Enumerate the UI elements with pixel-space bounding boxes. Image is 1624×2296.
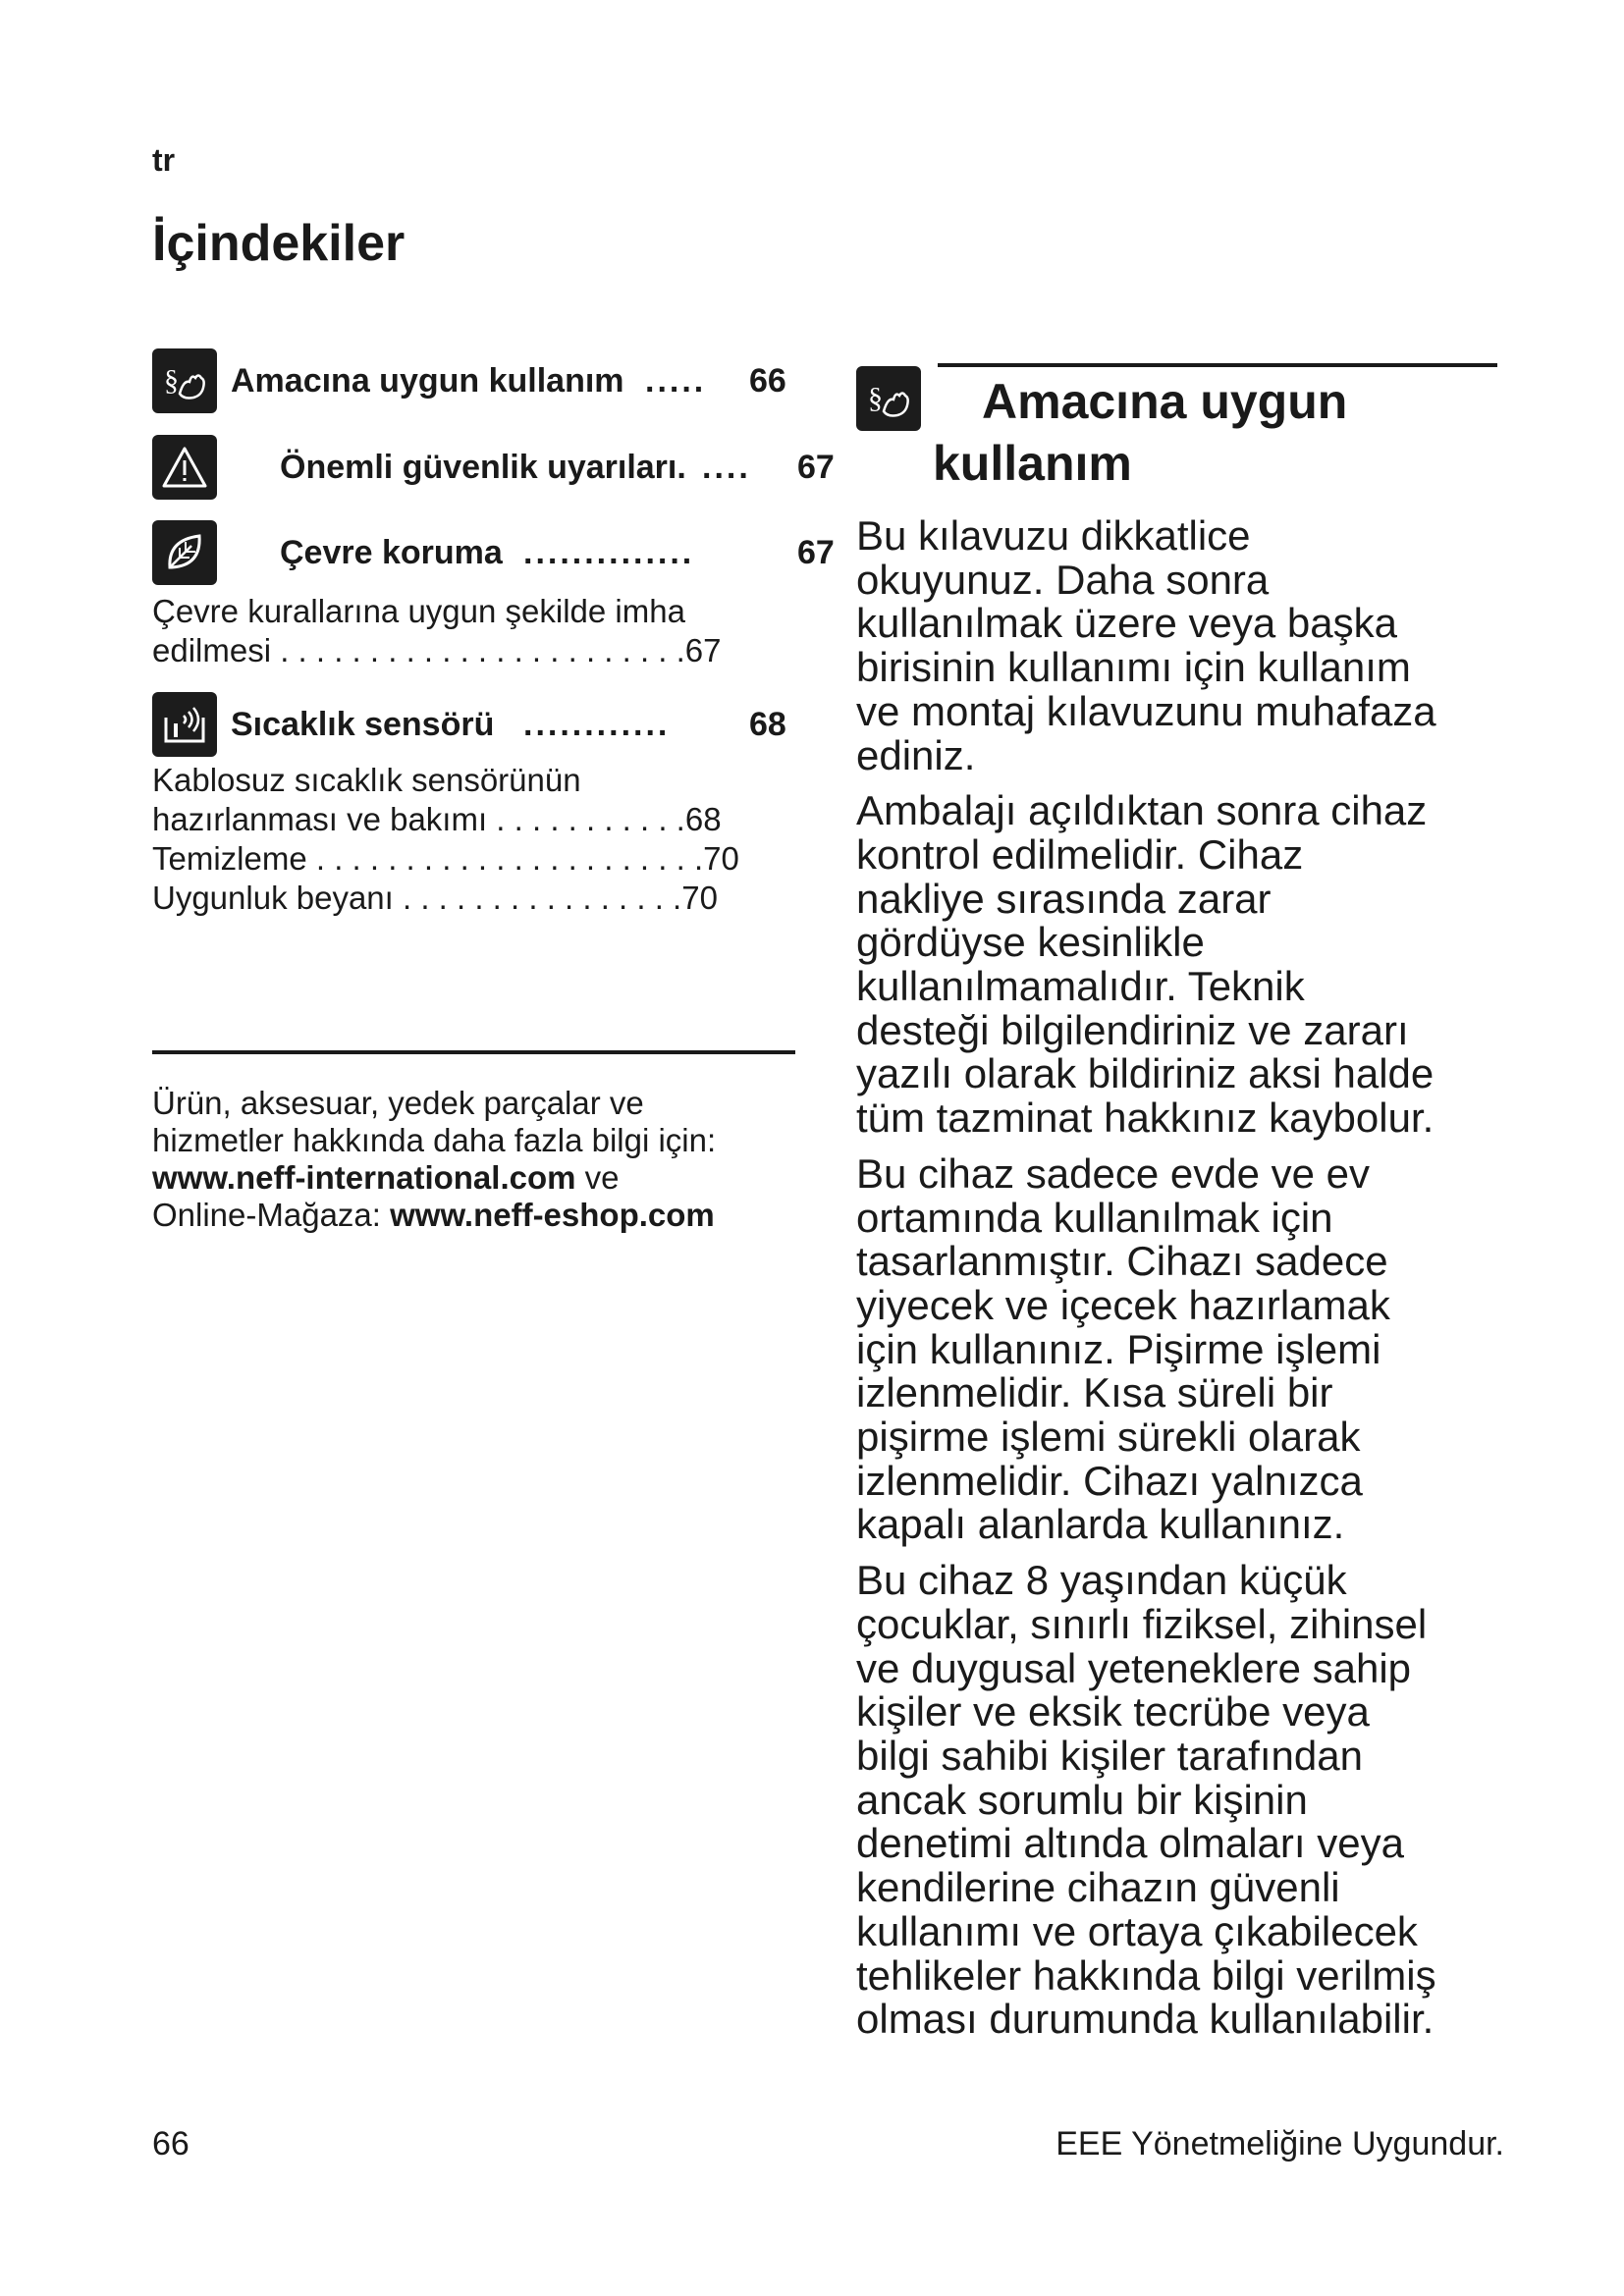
eshop-link[interactable]: www.neff-eshop.com [390, 1197, 715, 1233]
toc-entry-page: 67 [797, 534, 835, 571]
toc-entry-dots: ..... [645, 362, 707, 400]
toc-entry-safety[interactable] [152, 435, 835, 500]
website-link[interactable]: www.neff-international.com [152, 1159, 576, 1196]
toc-entry-dots: ............ [523, 706, 671, 743]
body-paragraph [856, 514, 1504, 777]
body-line: ediniz. [856, 731, 976, 778]
body-line: Bu cihaz sadece evde ve ev [856, 1149, 1370, 1197]
section-body [856, 514, 1504, 2054]
body-line: pişirme işlemi sürekli olarak [856, 1414, 1361, 1461]
toc-subentry[interactable]: Çevre kurallarına uygun şekilde imha [152, 593, 685, 629]
body-line: desteği bilgilendiriniz ve zararı [856, 1006, 1409, 1053]
toc-entry-label: Sıcaklık sensörü [231, 706, 495, 743]
body-paragraph [856, 789, 1504, 1141]
body-line: yazılı olarak bildiriniz aksi halde [856, 1050, 1435, 1097]
temperature-sensor-icon [152, 692, 217, 757]
divider [152, 1050, 795, 1054]
body-line: Bu cihaz 8 yaşından küçük [856, 1557, 1347, 1604]
toc-entry-environment[interactable] [152, 520, 835, 585]
body-line: Bu kılavuzu dikkatlice [856, 512, 1251, 559]
svg-text:§: § [164, 364, 179, 397]
toc-entry-label: Amacına uygun kullanım [231, 362, 624, 400]
body-line: ve duygusal yeteneklere sahip [856, 1644, 1412, 1691]
toc-entry-page: 66 [749, 362, 786, 400]
shop-label: Online-Mağaza: [152, 1197, 381, 1233]
body-line: birisinin kullanımı için kullanım [856, 644, 1411, 691]
paragraph-hand-icon [856, 366, 921, 431]
body-line: kullanılmamalıdır. Teknik [856, 963, 1305, 1010]
info-links-line [152, 1159, 800, 1197]
body-line: için kullanınız. Pişirme işlemi [856, 1325, 1381, 1372]
body-line: denetimi altında olmaları veya [856, 1820, 1404, 1867]
info-text: ve [584, 1159, 620, 1196]
language-code: tr [152, 142, 176, 178]
body-line: kendilerine cihazın güvenli [856, 1864, 1340, 1911]
toc-entry-label: Çevre koruma [280, 534, 503, 571]
body-line: ve montaj kılavuzunu muhafaza [856, 687, 1436, 734]
section-rule [938, 363, 1497, 367]
toc-entry-dots: .............. [523, 534, 695, 571]
body-line: olması durumunda kullanılabilir. [856, 1996, 1435, 2043]
body-line: yiyecek ve içecek hazırlamak [856, 1281, 1390, 1328]
body-line: kontrol edilmelidir. Cihaz [856, 830, 1304, 878]
body-line: ancak sorumlu bir kişinin [856, 1776, 1308, 1823]
toc-entry-page: 68 [749, 706, 786, 743]
body-paragraph [856, 1149, 1504, 1548]
body-line: gördüyse kesinlikle [856, 919, 1205, 966]
toc-subentry[interactable]: Temizleme . . . . . . . . . . . . . . . . . . . . . .70 [152, 840, 739, 877]
toc-entry-intended-use[interactable] [152, 348, 795, 413]
info-text: hizmetler hakkında daha fazla bilgi için: [152, 1122, 717, 1158]
body-line: izlenmelidir. Kısa süreli bir [856, 1369, 1333, 1416]
toc-subentry[interactable]: Uygunluk beyanı . . . . . . . . . . . . . . . .70 [152, 880, 718, 916]
body-line: kişiler ve eksik tecrübe veya [856, 1688, 1370, 1735]
compliance-note: EEE Yönetmeliğine Uygundur. [1056, 2125, 1504, 2163]
body-line: nakliye sırasında zarar [856, 875, 1272, 922]
body-line: izlenmelidir. Cihazı yalnızca [856, 1457, 1363, 1504]
info-text: Ürün, aksesuar, yedek parçalar ve [152, 1085, 644, 1121]
page-title: İçindekiler [152, 215, 406, 272]
body-paragraph [856, 1559, 1504, 2042]
body-line: kullanımı ve ortaya çıkabilecek [856, 1907, 1418, 1954]
body-line: tüm tazminat hakkınız kaybolur. [856, 1095, 1435, 1142]
info-shop-line [152, 1197, 800, 1234]
page-number: 66 [152, 2125, 189, 2163]
toc-entry-sensor[interactable] [152, 692, 795, 757]
body-line: çocuklar, sınırlı fiziksel, zihinsel [856, 1600, 1428, 1647]
toc-subentry[interactable]: hazırlanması ve bakımı . . . . . . . . . . .68 [152, 801, 722, 837]
svg-text:§: § [868, 382, 883, 414]
section-heading: Amacına uygun [982, 374, 1348, 429]
toc-entry-page: 67 [797, 449, 835, 486]
leaf-icon [152, 520, 217, 585]
toc-entry-label: Önemli güvenlik uyarıları. [280, 449, 686, 486]
body-line: ortamında kullanılmak için [856, 1194, 1333, 1241]
info-block [152, 1085, 800, 1234]
paragraph-hand-icon [152, 348, 217, 413]
section-heading-continued: kullanım [933, 436, 1132, 491]
toc-entry-dots: .... [702, 449, 751, 486]
body-line: kullanılmak üzere veya başka [856, 600, 1397, 647]
body-line: tehlikeler hakkında bilgi verilmiş [856, 1951, 1436, 1999]
warning-triangle-icon [152, 435, 217, 500]
body-line: Ambalajı açıldıktan sonra cihaz [856, 787, 1428, 834]
body-line: kapalı alanlarda kullanınız. [856, 1501, 1345, 1548]
body-line: tasarlanmıştır. Cihazı sadece [856, 1238, 1388, 1285]
toc-subentry[interactable]: edilmesi . . . . . . . . . . . . . . . . . . . . . . .67 [152, 632, 722, 668]
toc-subentry[interactable]: Kablosuz sıcaklık sensörünün [152, 762, 581, 798]
body-line: bilgi sahibi kişiler tarafından [856, 1732, 1363, 1779]
body-line: okuyunuz. Daha sonra [856, 556, 1270, 603]
